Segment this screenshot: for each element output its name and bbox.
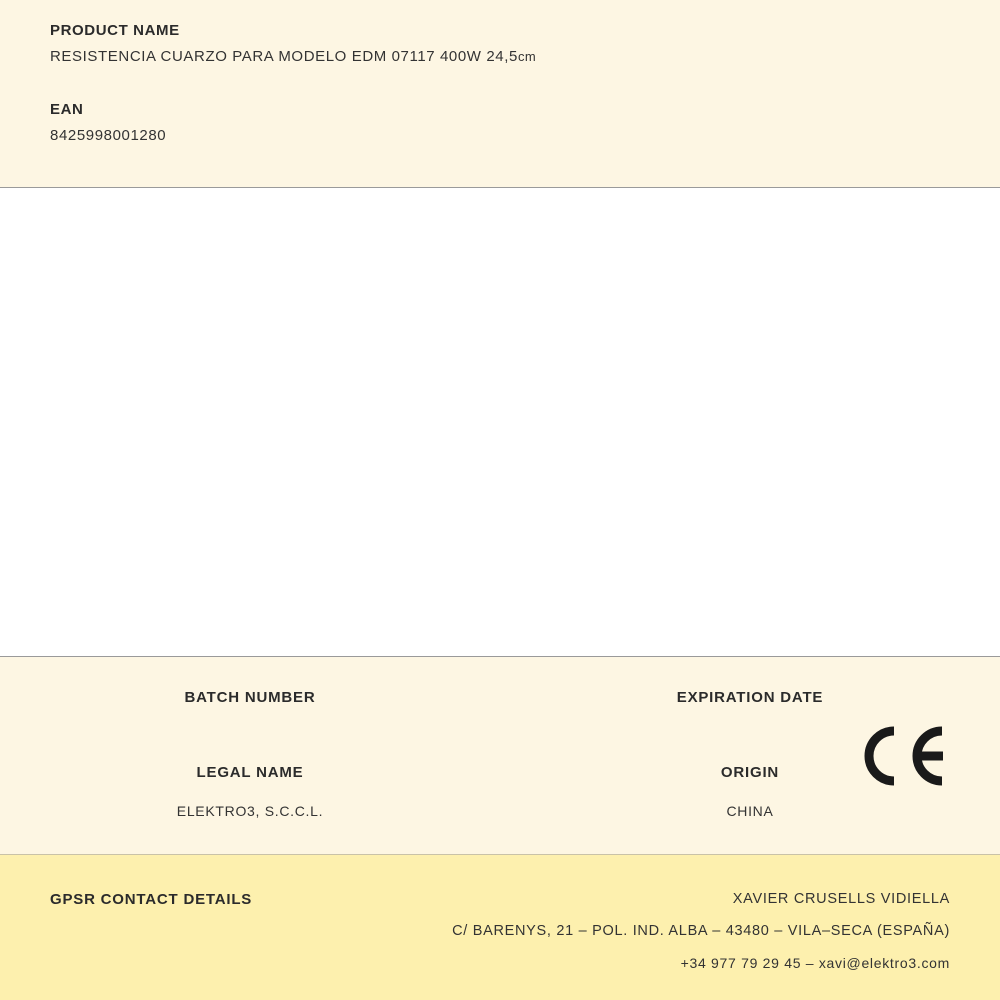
legal-name-value: ELEKTRO3, S.C.C.L. xyxy=(176,803,324,819)
gpsr-title: GPSR CONTACT DETAILS xyxy=(50,891,253,908)
legal-name-cell xyxy=(0,764,500,819)
gpsr-address: C/ BARENYS, 21 – POL. IND. ALBA – 43480 – VILA–SECA (ESPAÑA) xyxy=(452,923,950,939)
product-info-block xyxy=(0,0,1000,188)
batch-number-cell xyxy=(0,689,500,706)
expiration-date-cell xyxy=(500,689,1000,706)
gpsr-contact-details xyxy=(452,891,950,971)
batch-expiration-row xyxy=(0,657,1000,706)
ce-marking-icon xyxy=(858,725,948,787)
spacer xyxy=(50,65,950,101)
expiration-date-label: EXPIRATION DATE xyxy=(676,689,824,706)
ean-label: EAN xyxy=(50,101,84,118)
product-name-unit: cm xyxy=(517,49,537,64)
gpsr-contact-name: XAVIER CRUSELLS VIDIELLA xyxy=(732,891,950,907)
origin-label: ORIGIN xyxy=(720,764,780,781)
ean-value: 8425998001280 xyxy=(50,127,167,144)
batch-number-label: BATCH NUMBER xyxy=(184,689,316,706)
product-name-label: PRODUCT NAME xyxy=(50,22,180,39)
product-name-value xyxy=(50,48,950,65)
origin-value: CHINA xyxy=(726,803,774,819)
traceability-block xyxy=(0,657,1000,855)
gpsr-footer xyxy=(0,855,1000,1000)
image-placeholder-area xyxy=(0,188,1000,657)
legal-origin-row xyxy=(0,706,1000,819)
gpsr-phone-email: +34 977 79 29 45 – xavi@elektro3.com xyxy=(680,955,950,971)
product-name-text: RESISTENCIA CUARZO PARA MODELO EDM 07117 400W 24,5 xyxy=(50,48,518,65)
legal-name-label: LEGAL NAME xyxy=(196,764,304,781)
